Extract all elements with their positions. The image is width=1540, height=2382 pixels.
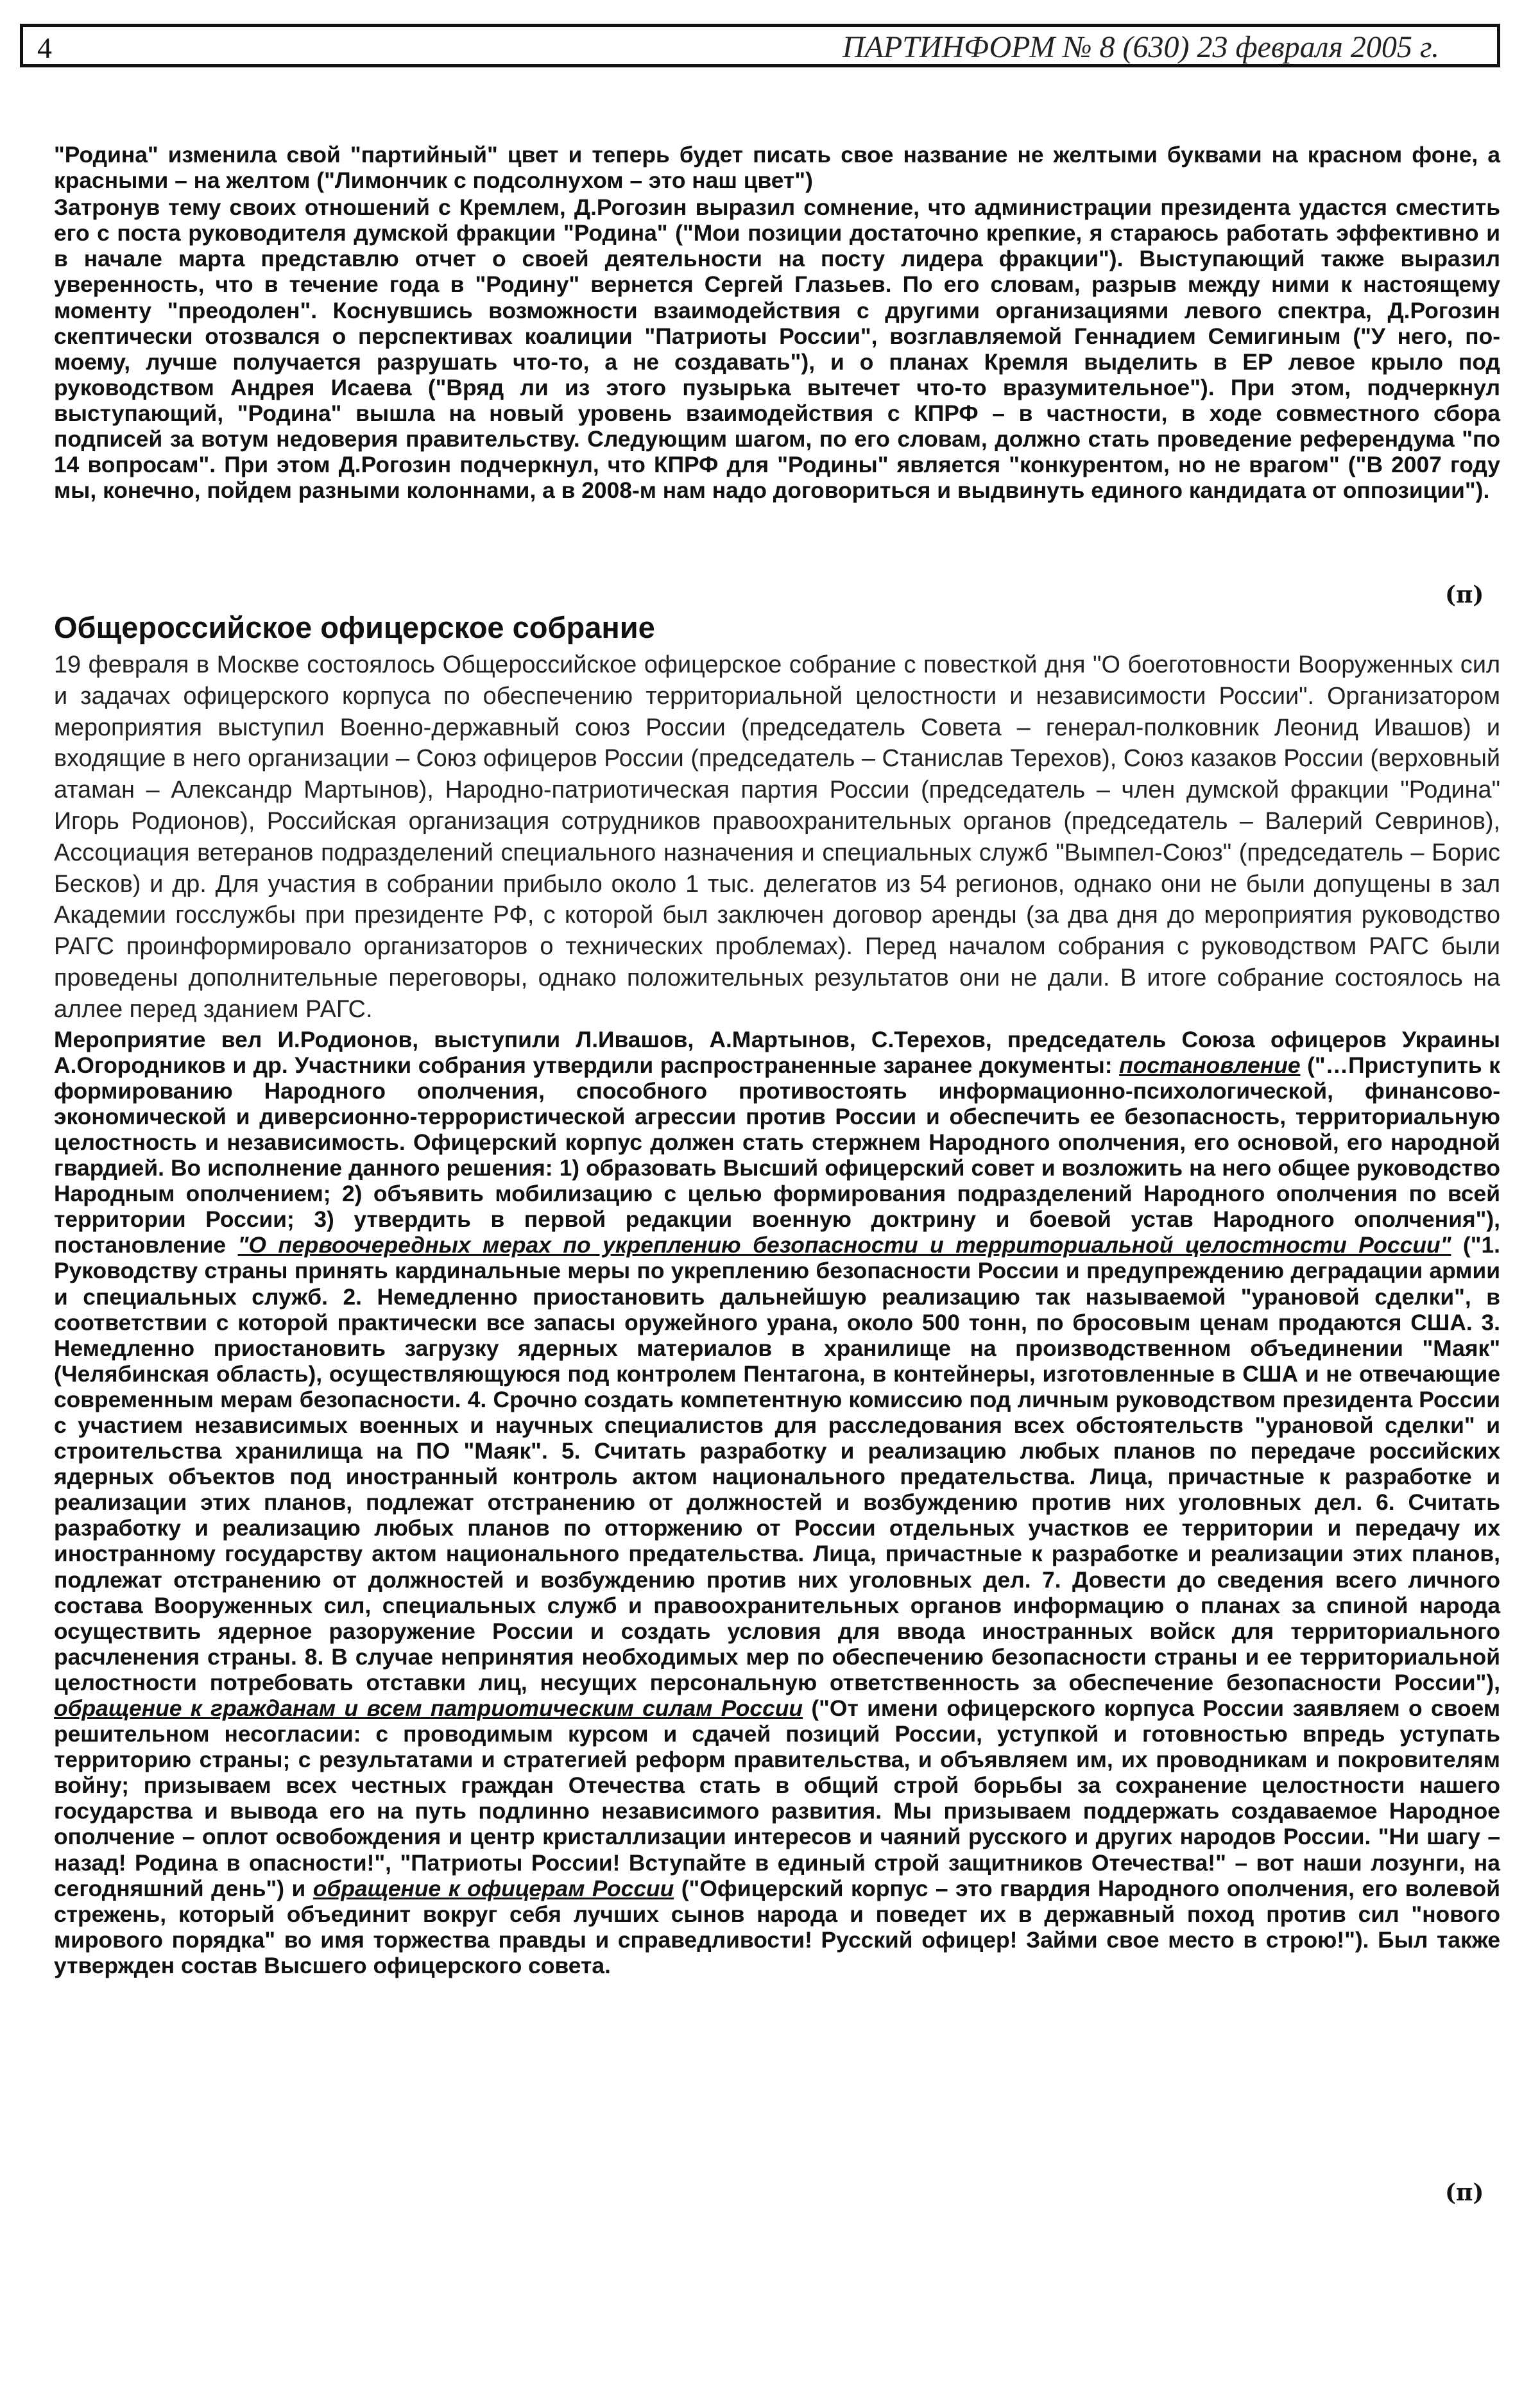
article-rodina — [54, 142, 1500, 503]
paragraph-text: ("…Приступить к формированию Народного ополчения, способного противостоять информационно-психологической, финансово-экономической и диверсионно-террористической агрессии против России и обеспечить ее безопасность, территориальную целостность и независимость. Офицерский корпус должен стать стержнем Народного ополчения, его основой, его народной гвардией. Во исполнение данного решения: 1) образовать Высший офицерский совет и возложить на него общее руководство Народным ополчением; 2) объявить мобилизацию с целью формирования подразделений Народного ополчения по всей территории России; 3) утвердить в первой редакции военную доктрину и боевой устав Народного ополчения"), постановление — [54, 1052, 1500, 1258]
publication-title: ПАРТИНФОРМ № 8 (630) 23 февраля 2005 г. — [842, 30, 1439, 64]
article-paragraph: Затронув тему своих отношений с Кремлем, Д.Рогозин выразил сомнение, что администрации президента удастся сместить его с поста руководителя думской фракции "Родина" ("Мои позиции достаточно крепкие, я стараюсь работать эффективно и в начале марта представлю отчет о своей деятельности на посту лидера фракции"). Выступающий также выразил уверенность, что в течение года в "Родину" вернется Сергей Глазьев. По его словам, разрыв между ними к настоящему моменту "преодолен". Коснувшись возможности взаимодействия с другими организациями левого спектра, Д.Рогозин скептически отозвался о перспективах коалиции "Патриоты России", возглавляемой Геннадием Семигиным ("У него, по-моему, лучше получается разрушать что-то, а не создавать"), и о планах Кремля выделить в ЕР левое крыло под руководством Андрея Исаева ("Вряд ли из этого пузырька вытечет что-то вразумительное"). При этом, подчеркнул выступающий, "Родина" вышла на новый уровень взаимодействия с КПРФ – в частности, в ходе совместного сбора подписей за вотум недоверия правительству. Следующим шагом, по его словам, должно стать проведение референдума "по 14 вопросам". При этом Д.Рогозин подчеркнул, что КПРФ для "Родины" является "конкурентом, но не врагом" ("В 2007 году мы, конечно, пойдем разными колоннами, а в 2008-м нам надо договориться и выдвинуть единого кандидата от оппозиции"). — [54, 194, 1500, 504]
document-link-appeal-citizens[interactable]: обращение к гражданам и всем патриотическим силам России — [54, 1695, 803, 1721]
article-officers-assembly — [54, 649, 1500, 1978]
article-paragraph: "Родина" изменила свой "партийный" цвет и теперь будет писать свое название не желтыми буквами на красном фоне, а красными – на желтом ("Лимончик с подсолнухом – это наш цвет") — [54, 142, 1500, 194]
document-link-resolution[interactable]: постановление — [1119, 1052, 1301, 1078]
document-link-security-measures[interactable]: "О первоочередных мерах по укреплению безопасности и территориальной целостности России" — [237, 1232, 1451, 1258]
article-heading: Общероссийское офицерское собрание — [54, 610, 655, 644]
document-link-appeal-officers[interactable]: обращение к офицерам России — [312, 1875, 674, 1901]
author-signature: (π) — [1445, 2179, 1484, 2206]
author-signature: (π) — [1445, 581, 1484, 608]
article-paragraph: 19 февраля в Москве состоялось Общероссийское офицерское собрание с повесткой дня "О боеготовности Вооруженных сил и задачах офицерского корпуса по обеспечению территориальной целостности и независимости России". Организатором мероприятия выступил Военно-державный союз России (председатель Совета – генерал-полковник Леонид Ивашов) и входящие в него организации – Союз офицеров России (председатель – Станислав Терехов), Союз казаков России (верховный атаман – Александр Мартынов), Народно-патриотическая партия России (председатель – член думской фракции "Родина" Игорь Родионов), Российская организация сотрудников правоохранительных органов (председатель – Валерий Севринов), Ассоциация ветеранов подразделений специального назначения и специальных служб "Вымпел-Союз" (председатель – Борис Бесков) и др. Для участия в собрании прибыло около 1 тыс. делегатов из 54 регионов, однако они не были допущены в зал Академии госслужбы при президенте РФ, с которой был заключен договор аренды (за два дня до мероприятия руководство РАГС проинформировало организаторов о технических проблемах). Перед началом собрания с руководством РАГС были проведены дополнительные переговоры, однако положительных результатов они не дали. В итоге собрание состоялось на аллее перед зданием РАГС. — [54, 651, 1500, 1023]
page-header — [20, 24, 1500, 67]
paragraph-text: Мероприятие вел И.Родионов, выступили Л.Ивашов, А.Мартынов, С.Терехов, председатель Союза офицеров Украины А.Огородников и др. Участники собрания утвердили распространенные заранее документы: — [54, 1026, 1500, 1078]
article-paragraph — [54, 1027, 1500, 1978]
paragraph-text: ("От имени офицерского корпуса России заявляем о своем решительном несогласии: с проводимым курсом и сдачей позиций России, уступкой и готовностью впредь уступать территорию страны; с результатами и стратегией реформ правительства, и объявляем им, их проводникам и покровителям войну; призываем всех честных граждан Отечества стать в общий строй борьбы за сохранение целостности нашего государства и вывода его на путь подлинно независимого развития. Мы призываем поддержать создаваемое Народное ополчение – оплот освобождения и центр кристаллизации интересов и чаяний русского и других народов России. "Ни шагу – назад! Родина в опасности!", "Патриоты России! Вступайте в единый строй защитников Отечества!" – вот наши лозунги, на сегодняшний день") и — [54, 1695, 1501, 1901]
page-number: 4 — [37, 31, 52, 64]
paragraph-text: ("1. Руководству страны принять кардинальные меры по укреплению безопасности России и предупреждению деградации армии и специальных служб. 2. Немедленно приостановить дальнейшую реализацию так называемой "урановой сделки", в соответствии с которой практически все запасы оружейного урана, около 500 тонн, по бросовым ценам продаются США. 3. Немедленно приостановить загрузку ядерных материалов в хранилище на производственном объединении "Маяк" (Челябинская область), осуществляющуюся под контролем Пентагона, в контейнеры, изготовленные в США и не отвечающие современным мерам безопасности. 4. Срочно создать компетентную комиссию под личным руководством президента России с участием независимых военных и научных специалистов для расследования всех обстоятельств "урановой сделки" и строительства хранилища на ПО "Маяк". 5. Считать разработку и реализацию любых планов по передаче российских ядерных объектов под иностранный контроль актом национального предательства. Лица, причастные к разработке и реализации этих планов, подлежат отстранению от должностей и возбуждению против них уголовных дел. 6. Считать разработку и реализацию любых планов по отторжению от России отдельных участков ее территории и передачу их иностранному государству актом национального предательства. Лица, причастные к разработке и реализации этих планов, подлежат отстранению от должностей и возбуждению против них уголовных дел. 7. Довести до сведения всего личного состава Вооруженных сил, специальных служб и правоохранительных органов информацию о планах за спиной народа осуществить ядерное разоружение России и создать условия для ввода иностранных войск для территориального расчленения страны. 8. В случае непринятия необходимых мер по обеспечению безопасности страны и ее территориальной целостности потребовать отставки лиц, несущих персональную ответственность за обеспечение безопасности России"), — [54, 1232, 1500, 1695]
paragraph-text: ("Офицерский корпус – это гвардия Народного ополчения, его волевой стрежень, который объединит вокруг себя лучших сынов народа и поведет их в державный поход против сил "нового мирового порядка" во имя торжества правды и справедливости! Русский офицер! Займи свое место в строю!"). Был также утвержден состав Высшего офицерского совета. — [54, 1875, 1500, 1978]
